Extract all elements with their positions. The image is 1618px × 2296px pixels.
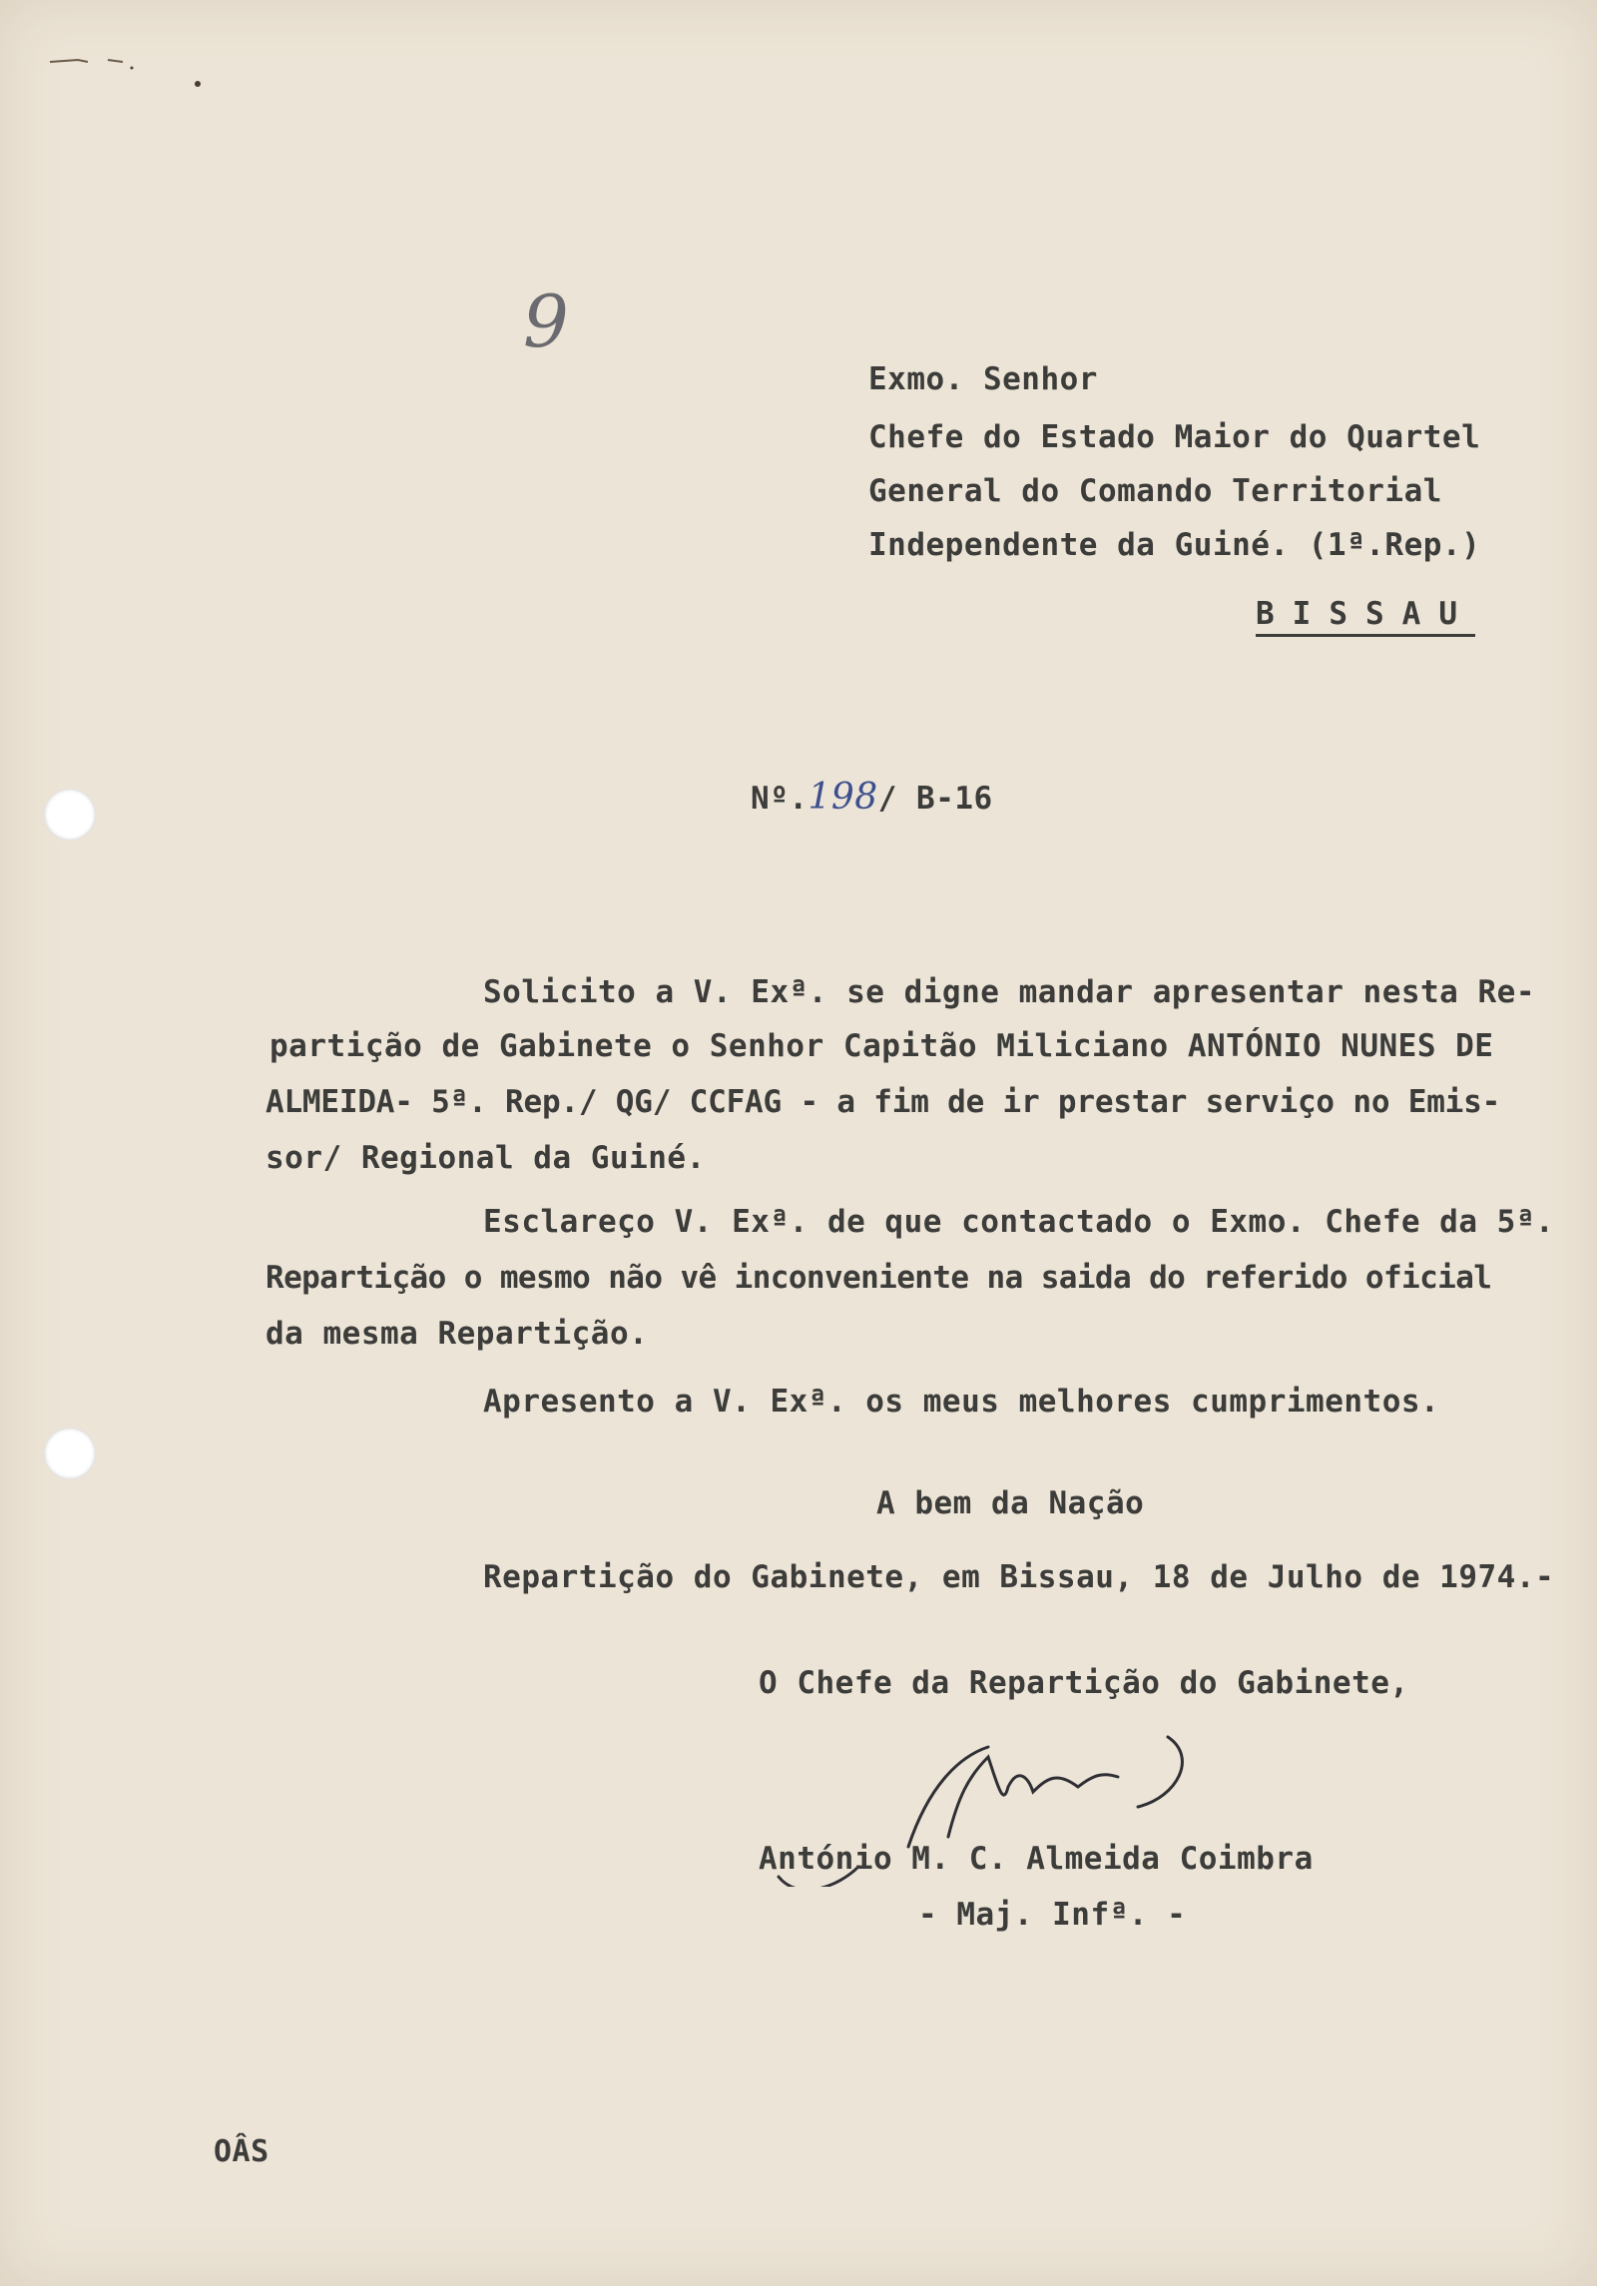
corner-mark: OÂS [214,2134,270,2169]
paragraph1-line-1: Solicito a V. Exª. se digne mandar apresentar nesta Re- [483,974,1535,1010]
paragraph2-line-2: Repartição o mesmo não vê inconveniente na saida do referido oficial [266,1260,1492,1296]
ink-specks [48,50,208,90]
page-number: 9 [523,280,569,363]
reference-prefix: Nº. [751,781,809,817]
paragraph3: Apresento a V. Exª. os meus melhores cumprimentos. [483,1384,1440,1420]
addressee-line-4: Independente da Guiné. (1ª.Rep.) [868,527,1481,563]
addressee-line-3: General do Comando Territorial [868,473,1442,509]
reference-number [751,777,993,818]
addressee-line-1: Exmo. Senhor [868,361,1098,397]
salutation: A bem da Nação [876,1485,1145,1521]
signer-name: António M. C. Almeida Coimbra [759,1841,1314,1877]
punch-hole-top [44,789,96,841]
paragraph2-line-3: da mesma Repartição. [266,1316,649,1352]
paragraph2-line-1: Esclareço V. Exª. de que contactado o Exmo. Chefe da 5ª. [483,1204,1555,1240]
signer-rank: - Maj. Infª. - [918,1897,1187,1933]
paragraph1-line-3: ALMEIDA- 5ª. Rep./ QG/ CCFAG - a fim de ir prestar serviço no Emis- [266,1084,1501,1120]
reference-handwritten-number: 198 [808,777,878,818]
reference-suffix: / B-16 [877,781,993,817]
addressee-line-2: Chefe do Estado Maior do Quartel [868,419,1481,455]
paragraph1-line-2: partição de Gabinete o Senhor Capitão Miliciano ANTÓNIO NUNES DE [270,1028,1494,1064]
paragraph1-line-4: sor/ Regional da Guiné. [266,1140,706,1176]
signer-title: O Chefe da Repartição do Gabinete, [759,1665,1409,1701]
punch-hole-bottom [44,1428,96,1479]
addressee-city: BISSAU [1256,596,1475,637]
place-date: Repartição do Gabinete, em Bissau, 18 de Julho de 1974.- [483,1559,1555,1595]
